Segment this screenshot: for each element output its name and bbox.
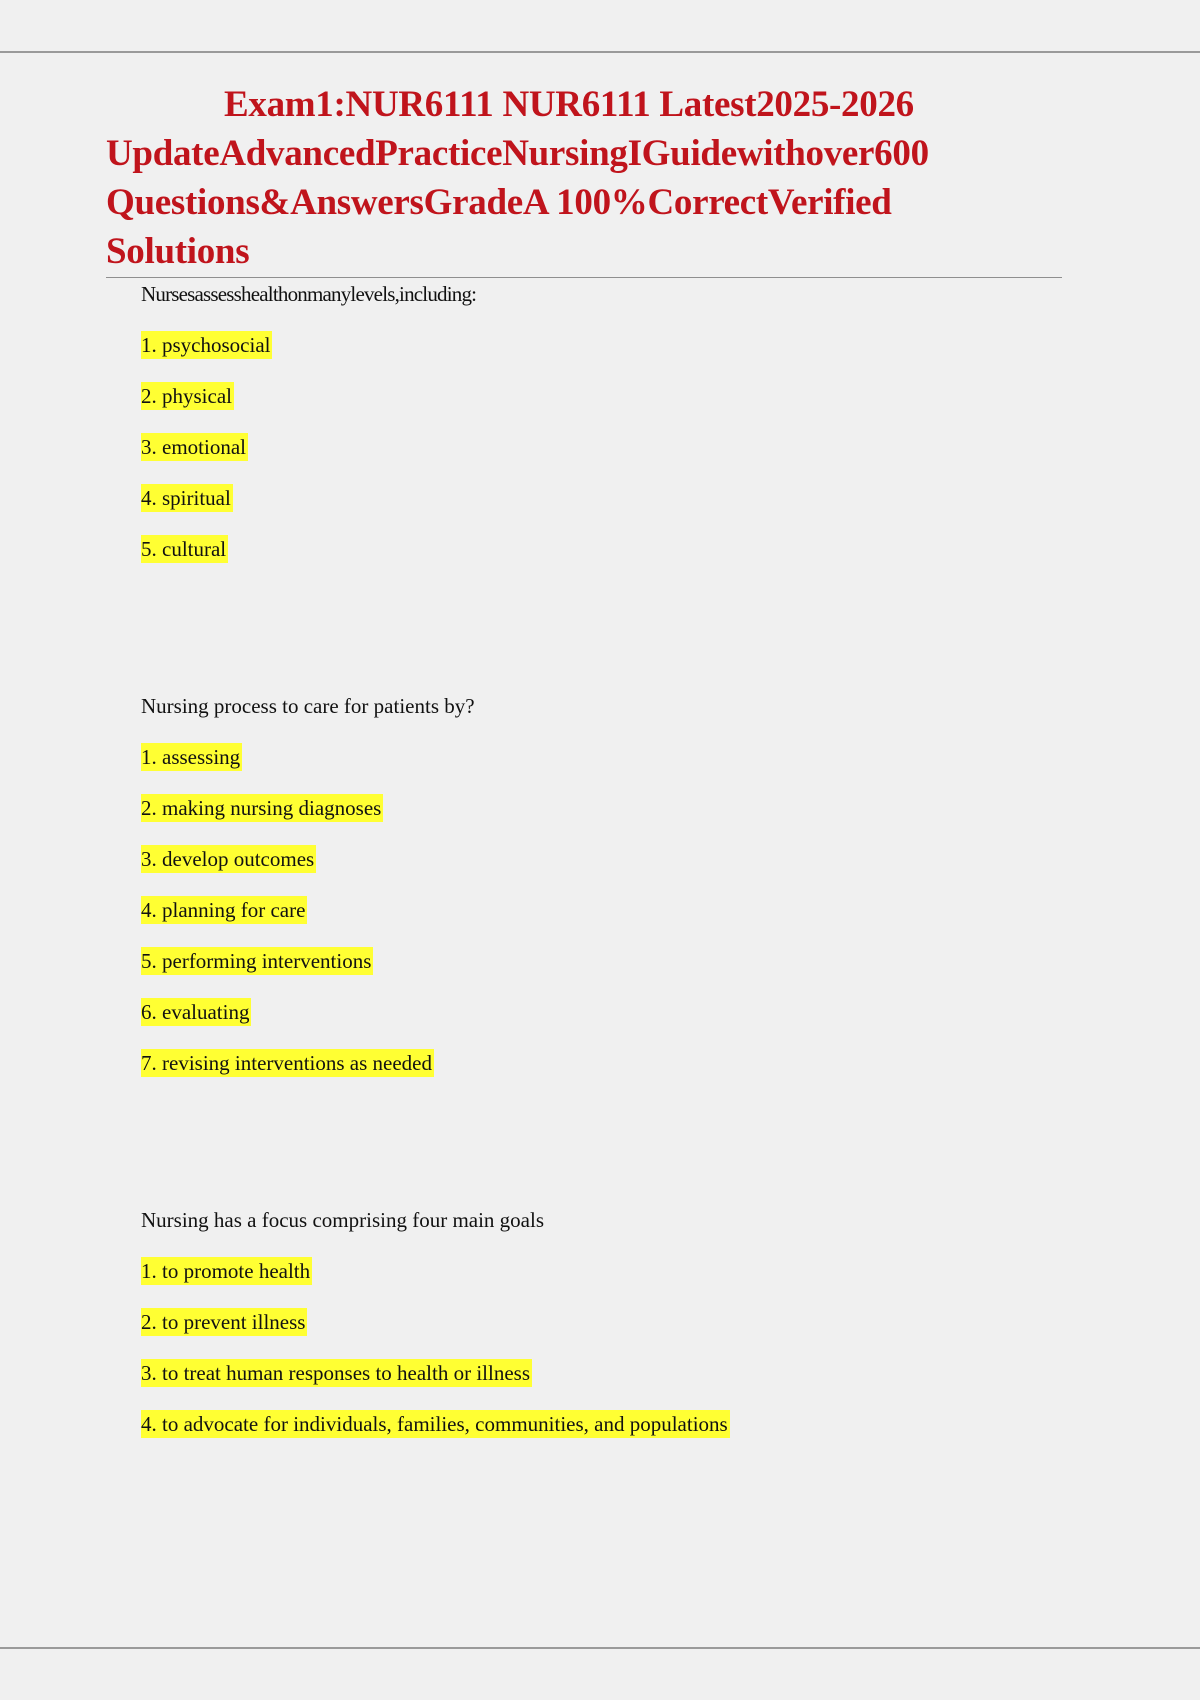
- question-block: [141, 280, 1101, 563]
- highlighted-answer: 5. performing interventions: [141, 949, 372, 973]
- highlighted-answer: 1. psychosocial: [141, 333, 271, 357]
- highlighted-answer: 2. physical: [141, 384, 232, 408]
- title-line: Solutions: [106, 231, 250, 272]
- highlighted-answer: 3. emotional: [141, 435, 246, 459]
- answer-item: [141, 1308, 1101, 1336]
- highlighted-answer: 4. planning for care: [141, 898, 306, 922]
- answer-item: [141, 845, 1101, 873]
- question-text: Nursesassesshealthonmanylevels,including:: [141, 282, 477, 306]
- page-bottom-rule: [0, 1647, 1200, 1649]
- answer-list: [141, 1257, 1101, 1438]
- answer-item: [141, 947, 1101, 975]
- answer-item: [141, 1257, 1101, 1285]
- answer-item: [141, 998, 1101, 1026]
- highlighted-answer: 5. cultural: [141, 537, 227, 561]
- highlighted-answer: 2. making nursing diagnoses: [141, 796, 382, 820]
- answer-item: [141, 331, 1101, 359]
- highlighted-answer: 3. to treat human responses to health or illness: [141, 1361, 531, 1385]
- answer-item: [141, 1410, 1101, 1438]
- highlighted-answer: 1. assessing: [141, 745, 241, 769]
- answer-item: [141, 1359, 1101, 1387]
- question-block: [141, 1206, 1101, 1438]
- page-top-rule: [0, 51, 1200, 53]
- highlighted-answer: 1. to promote health: [141, 1259, 311, 1283]
- answer-item: [141, 1049, 1101, 1077]
- question-text: Nursing has a focus comprising four main goals: [141, 1208, 545, 1232]
- question-text: Nursing process to care for patients by?: [141, 694, 475, 718]
- title-line: Questions&AnswersGradeA 100%CorrectVerified: [106, 182, 892, 223]
- title-line: Exam1:NUR6111 NUR6111 Latest2025-2026: [224, 84, 914, 125]
- title-underline: [106, 277, 1062, 278]
- title-line: UpdateAdvancedPracticeNursingIGuidewithover600: [106, 133, 929, 174]
- answer-item: [141, 896, 1101, 924]
- answer-list: [141, 743, 1101, 1077]
- question-block: [141, 692, 1101, 1077]
- answer-item: [141, 794, 1101, 822]
- answer-item: [141, 484, 1101, 512]
- highlighted-answer: 2. to prevent illness: [141, 1310, 306, 1334]
- answer-item: [141, 743, 1101, 771]
- answer-item: [141, 535, 1101, 563]
- document-title: [106, 80, 1066, 276]
- highlighted-answer: 4. to advocate for individuals, families, communities, and populations: [141, 1412, 728, 1436]
- answer-item: [141, 433, 1101, 461]
- answer-list: [141, 331, 1101, 563]
- highlighted-answer: 7. revising interventions as needed: [141, 1051, 433, 1075]
- highlighted-answer: 6. evaluating: [141, 1000, 250, 1024]
- highlighted-answer: 4. spiritual: [141, 486, 231, 510]
- highlighted-answer: 3. develop outcomes: [141, 847, 315, 871]
- answer-item: [141, 382, 1101, 410]
